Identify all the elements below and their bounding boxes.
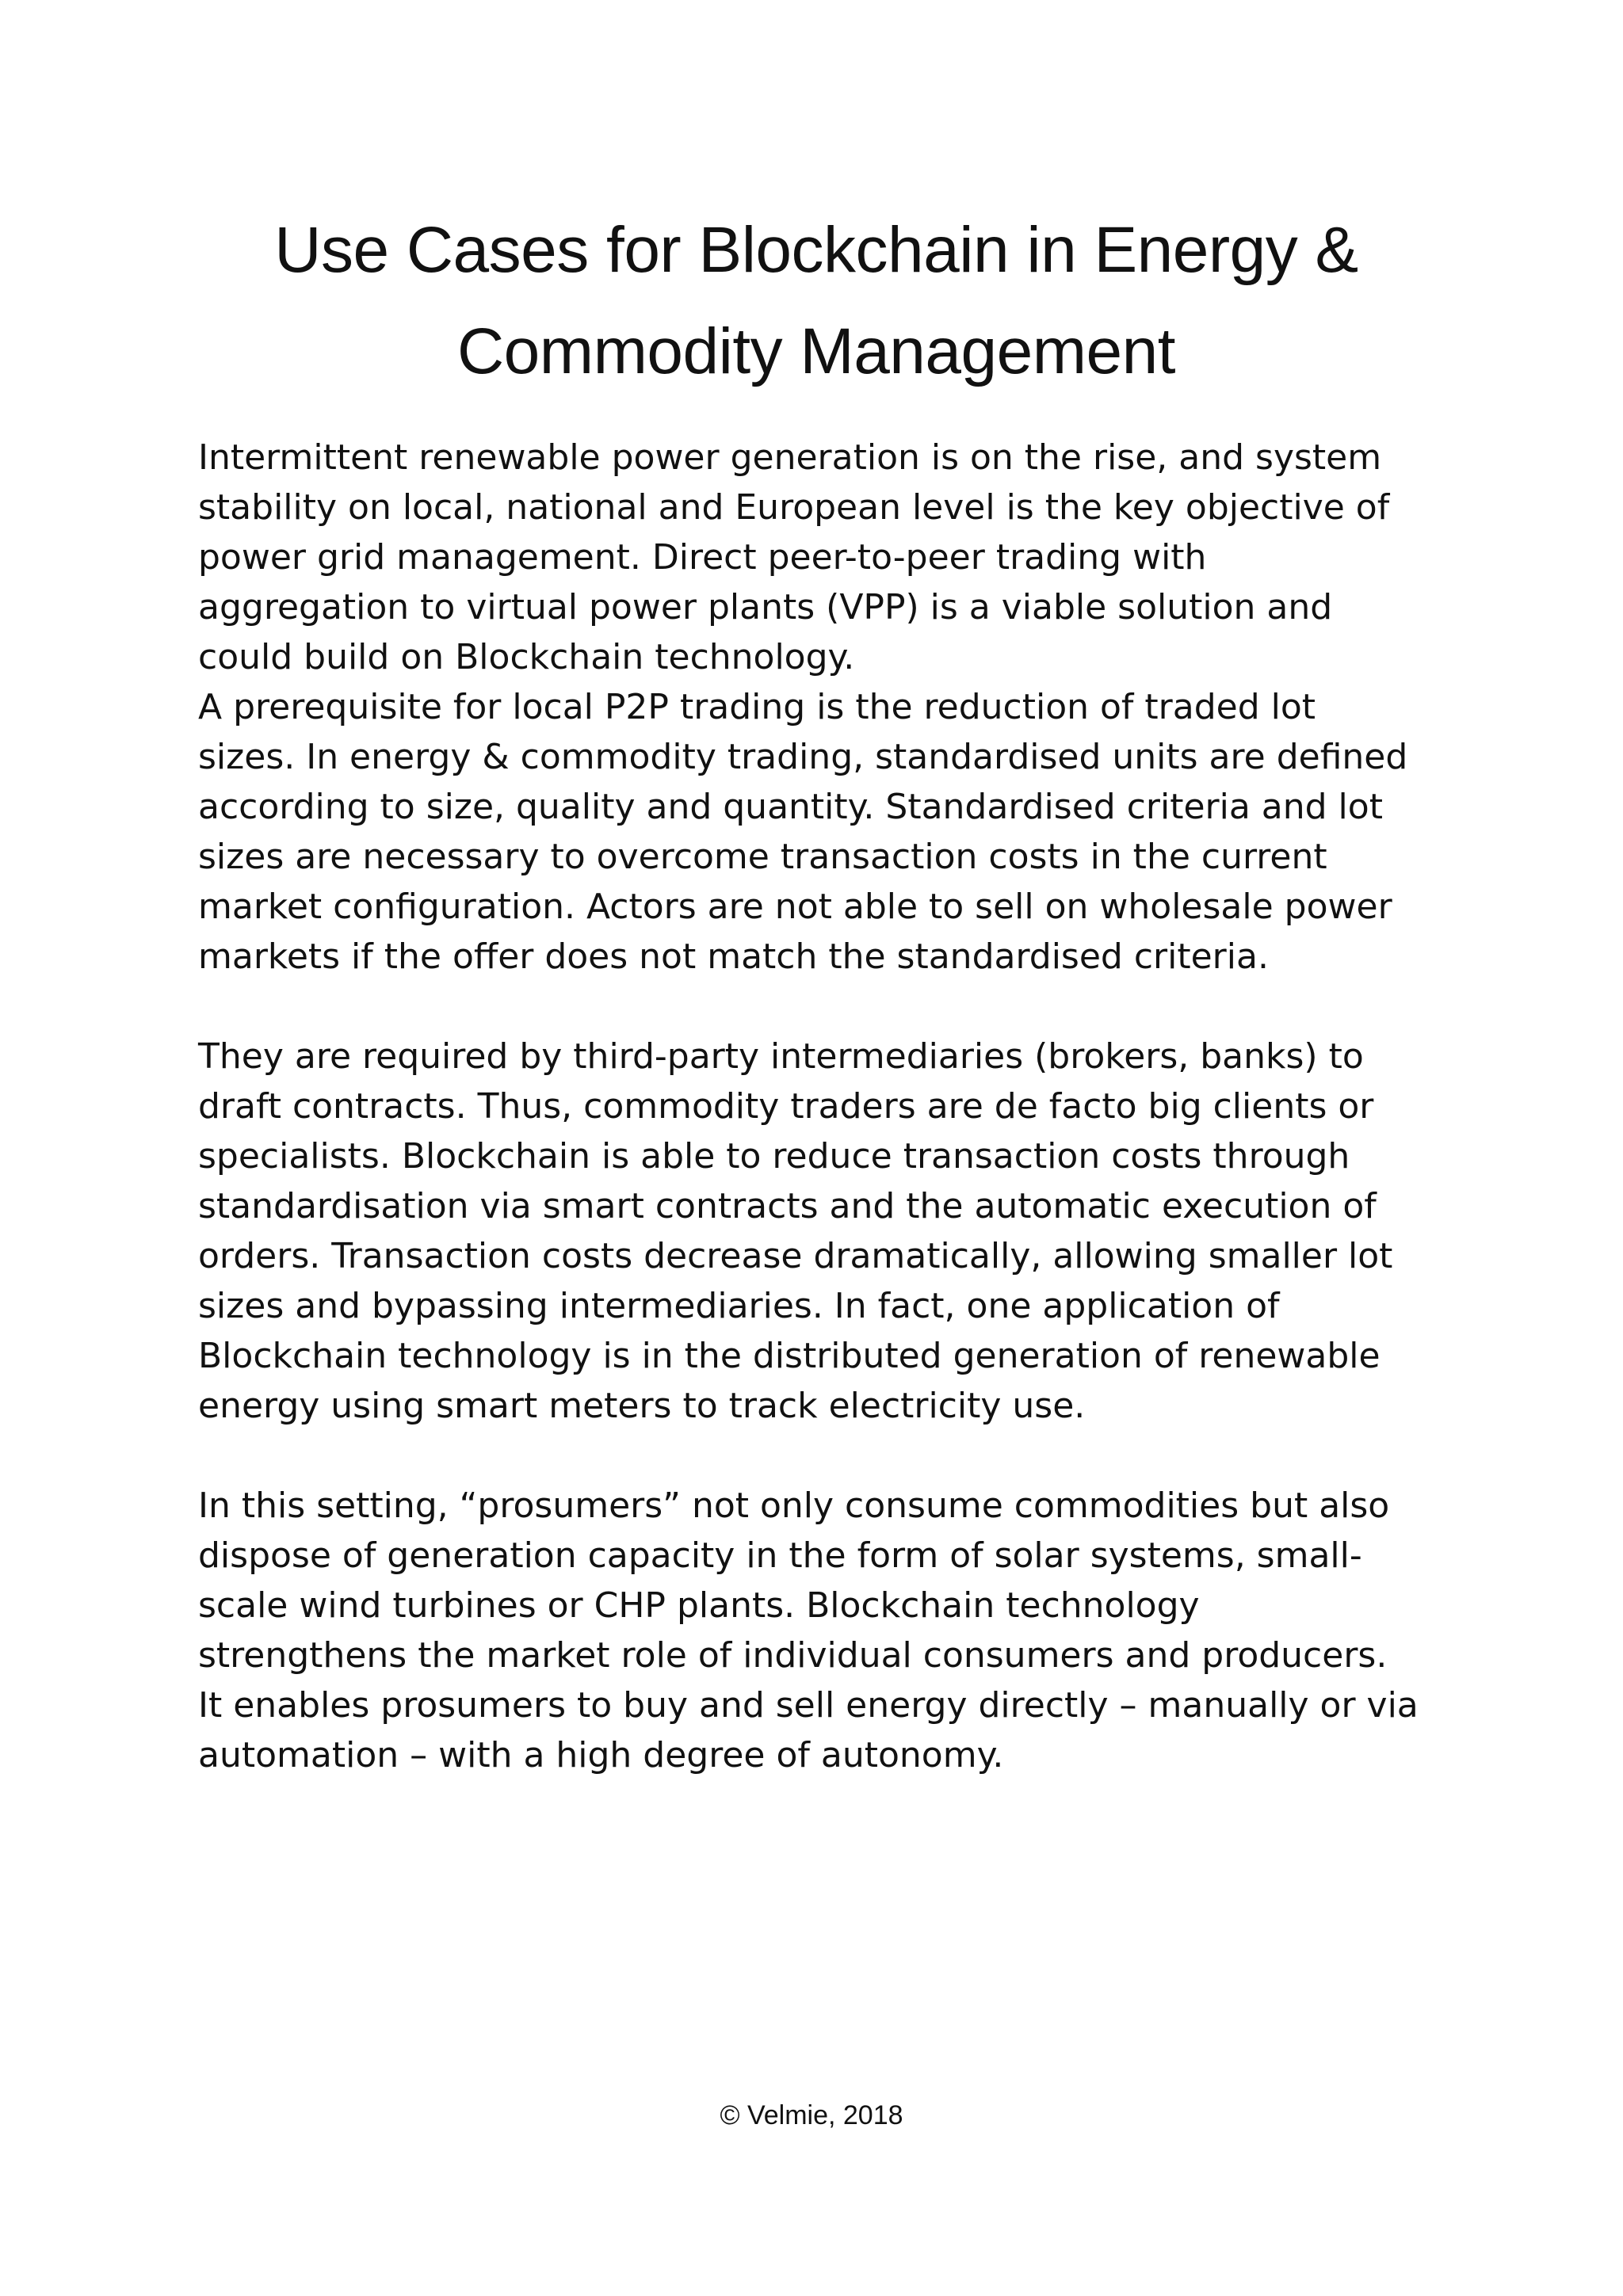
- text-line: sizes are necessary to overcome transaction costs in the current: [198, 837, 1327, 877]
- text-line: specialists. Blockchain is able to reduce transaction costs through: [198, 1136, 1350, 1177]
- text-line: could build on Blockchain technology.: [198, 637, 855, 677]
- text-line: Blockchain technology is in the distributed generation of renewable: [198, 1336, 1381, 1376]
- text-line: scale wind turbines or CHP plants. Blockchain technology: [198, 1585, 1200, 1626]
- paragraph-prerequisite: [198, 682, 1434, 982]
- text-line: orders. Transaction costs decrease dramatically, allowing smaller lot: [198, 1236, 1393, 1276]
- text-line: strengthens the market role of individual consumers and producers.: [198, 1635, 1388, 1676]
- paragraph-intro: [198, 433, 1434, 682]
- paragraph-intermediaries: [198, 1032, 1434, 1431]
- paragraph-prosumers: [198, 1481, 1434, 1780]
- text-line: markets if the offer does not match the standardised criteria.: [198, 936, 1269, 977]
- text-line: Intermittent renewable power generation is on the rise, and system: [198, 437, 1382, 478]
- text-line: It enables prosumers to buy and sell energy directly – manually or via: [198, 1685, 1419, 1726]
- text-line: In this setting, “prosumers” not only consume commodities but also: [198, 1486, 1390, 1526]
- text-line: market configuration. Actors are not able to sell on wholesale power: [198, 887, 1392, 927]
- page-title: [198, 200, 1434, 402]
- text-line: power grid management. Direct peer-to-peer trading with: [198, 537, 1207, 578]
- text-line: aggregation to virtual power plants (VPP) is a viable solution and: [198, 587, 1333, 627]
- text-line: standardisation via smart contracts and the automatic execution of: [198, 1186, 1377, 1226]
- title-line: Commodity Management: [456, 315, 1176, 387]
- title-line: Use Cases for Blockchain in Energy &: [274, 214, 1358, 286]
- text-line: stability on local, national and European level is the key objective of: [198, 487, 1390, 528]
- text-line: according to size, quality and quantity. Standardised criteria and lot: [198, 787, 1383, 827]
- text-line: A prerequisite for local P2P trading is the reduction of traded lot: [198, 687, 1316, 727]
- text-line: sizes. In energy & commodity trading, standardised units are defined: [198, 737, 1408, 777]
- text-line: energy using smart meters to track electricity use.: [198, 1386, 1086, 1426]
- text-line: draft contracts. Thus, commodity traders are de facto big clients or: [198, 1086, 1374, 1127]
- text-line: They are required by third-party intermediaries (brokers, banks) to: [198, 1036, 1364, 1077]
- document-body: [198, 433, 1434, 1780]
- text-line: dispose of generation capacity in the form of solar systems, small-: [198, 1535, 1362, 1576]
- text-line: sizes and bypassing intermediaries. In fact, one application of: [198, 1286, 1280, 1326]
- text-line: automation – with a high degree of autonomy.: [198, 1735, 1004, 1775]
- copyright-footer: © Velmie, 2018: [720, 2100, 903, 2130]
